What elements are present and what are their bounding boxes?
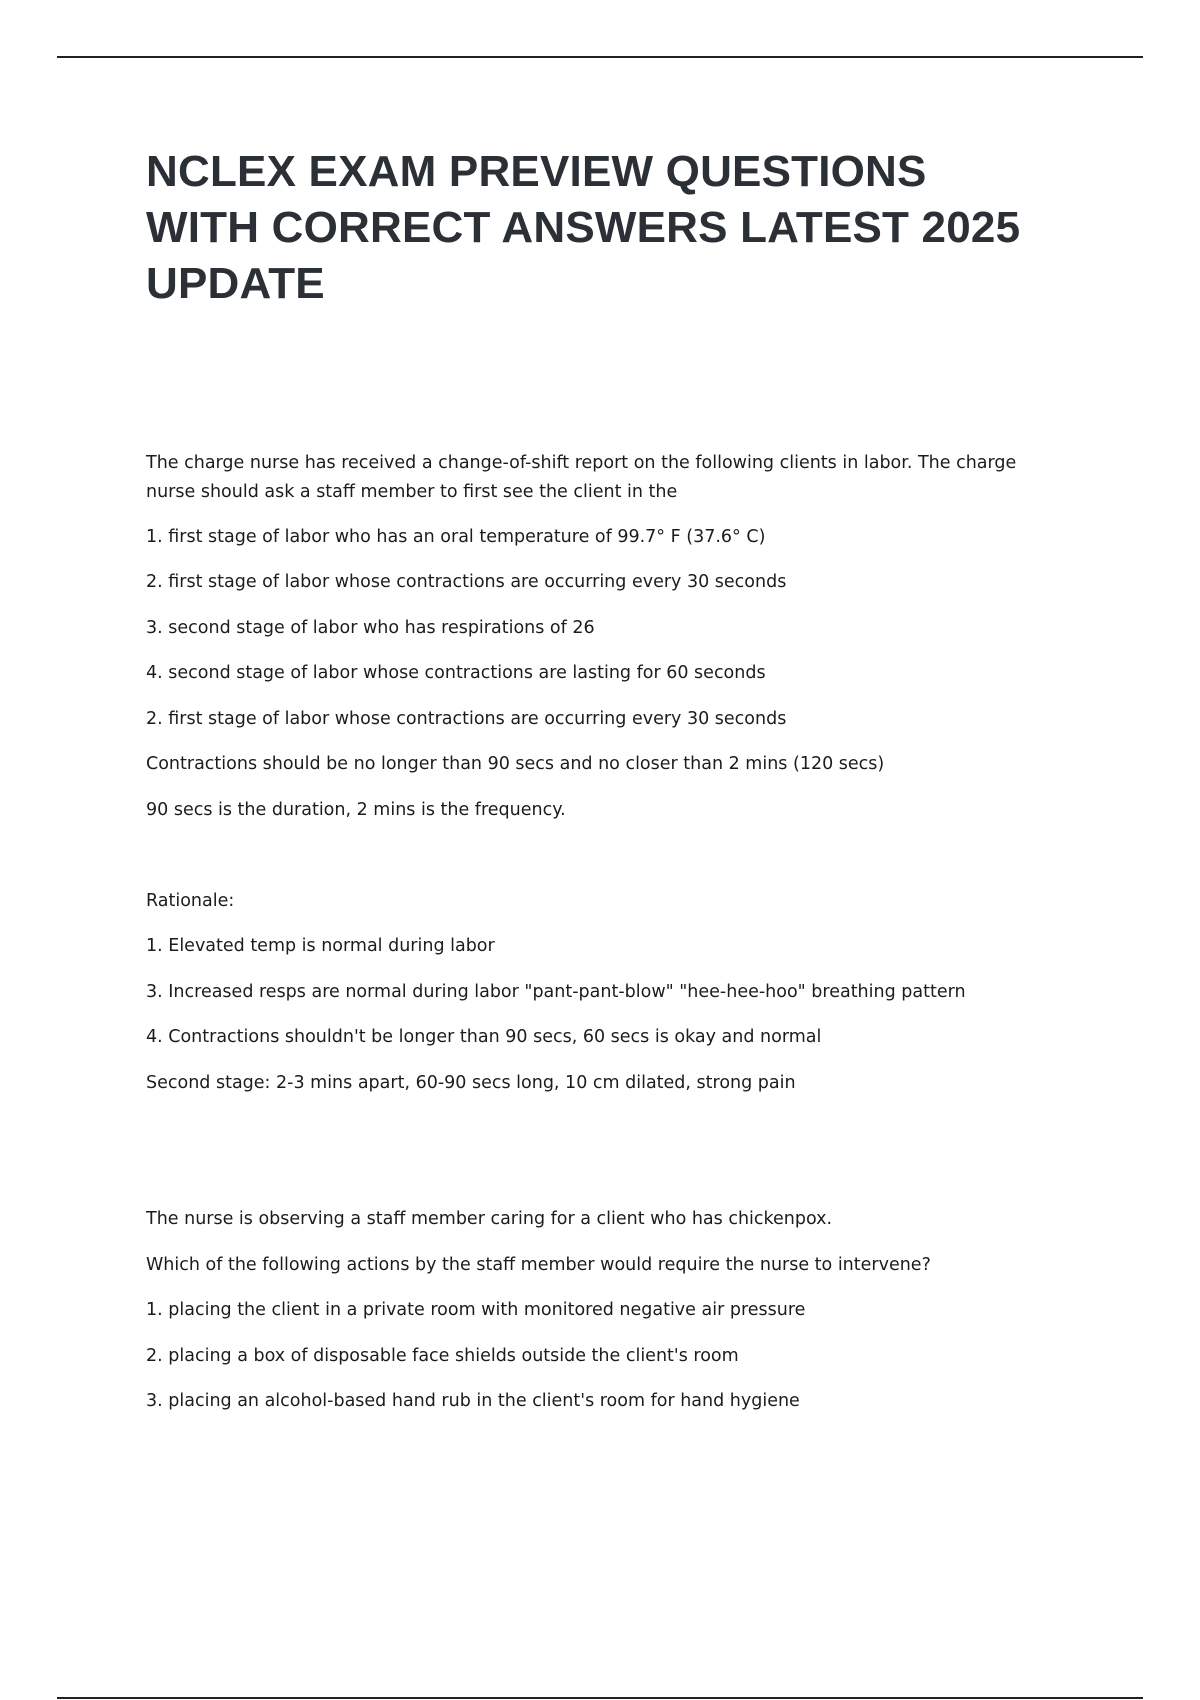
question2-prompt: Which of the following actions by the staff member would require the nurse to intervene? <box>146 1255 931 1275</box>
question1-option-4: 4. second stage of labor whose contractions are lasting for 60 seconds <box>146 663 766 683</box>
rationale-item-3: 4. Contractions shouldn't be longer than 90 secs, 60 secs is okay and normal <box>146 1027 822 1047</box>
document-title: NCLEX EXAM PREVIEW QUESTIONS WITH CORRECT ANSWERS LATEST 2025 UPDATE <box>146 147 1021 308</box>
rationale-item-2: 3. Increased resps are normal during labor "pant-pant-blow" "hee-hee-hoo" breathing pattern <box>146 982 966 1002</box>
question1-option-1: 1. first stage of labor who has an oral temperature of 99.7° F (37.6° C) <box>146 527 766 547</box>
question1-answer: 2. first stage of labor whose contractions are occurring every 30 seconds <box>146 709 787 729</box>
rationale-label: Rationale: <box>146 891 235 911</box>
question1-note-1: Contractions should be no longer than 90 secs and no closer than 2 mins (120 secs) <box>146 754 885 774</box>
question1-option-3: 3. second stage of labor who has respirations of 26 <box>146 618 595 638</box>
question2-stem: The nurse is observing a staff member caring for a client who has chickenpox. <box>146 1209 833 1229</box>
rationale-item-1: 1. Elevated temp is normal during labor <box>146 936 495 956</box>
question1-note-2: 90 secs is the duration, 2 mins is the frequency. <box>146 800 566 820</box>
question1-stem: The charge nurse has received a change-of-shift report on the following clients in labor. The charge nurse should ask a staff member to first see the client in the <box>146 453 1017 502</box>
question2-option-3: 3. placing an alcohol-based hand rub in the client's room for hand hygiene <box>146 1391 800 1411</box>
top-rule <box>57 56 1143 58</box>
question2-option-2: 2. placing a box of disposable face shields outside the client's room <box>146 1346 739 1366</box>
bottom-rule <box>57 1697 1143 1699</box>
rationale-item-4: Second stage: 2-3 mins apart, 60-90 secs long, 10 cm dilated, strong pain <box>146 1073 796 1093</box>
question2-option-1: 1. placing the client in a private room with monitored negative air pressure <box>146 1300 806 1320</box>
question1-option-2: 2. first stage of labor whose contractions are occurring every 30 seconds <box>146 572 787 592</box>
